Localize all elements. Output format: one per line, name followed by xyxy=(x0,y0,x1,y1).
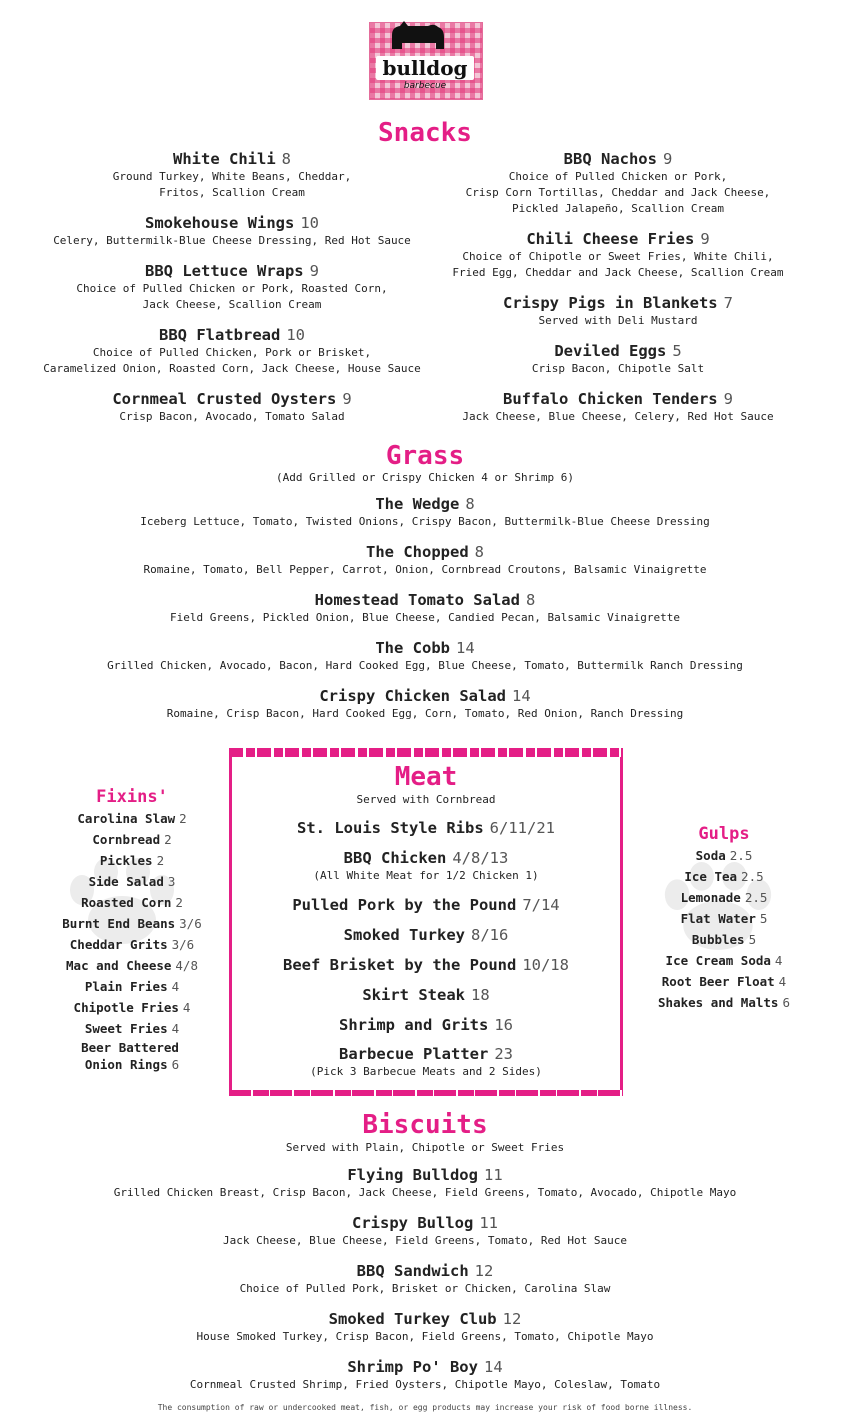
item-price: 9 xyxy=(309,262,319,280)
item-name: Shrimp and Grits xyxy=(339,1016,489,1034)
item-name: Lemonade xyxy=(680,890,741,905)
item-price: 2 xyxy=(175,895,183,910)
item-name: Cornbread xyxy=(92,832,161,847)
menu-item xyxy=(403,150,833,217)
list-item xyxy=(42,997,222,1018)
menu-item xyxy=(0,687,850,722)
item-name: BBQ Sandwich xyxy=(356,1262,469,1280)
item-price: 9 xyxy=(662,150,673,168)
list-item xyxy=(42,934,222,955)
item-name: St. Louis Style Ribs xyxy=(297,819,484,837)
item-price: 9 xyxy=(342,390,352,408)
item-description: Cornmeal Crusted Shrimp, Fried Oysters, Chipotle Mayo, Coleslaw, Tomato xyxy=(189,1378,661,1391)
item-price: 8 xyxy=(465,495,475,513)
item-price: 4 xyxy=(171,1021,180,1036)
menu-item xyxy=(229,1016,623,1035)
item-name: Bubbles xyxy=(691,932,745,947)
item-name: Cheddar Grits xyxy=(69,937,168,952)
list-item xyxy=(634,929,814,950)
item-price: 7/14 xyxy=(522,896,560,914)
item-description: Jack Cheese, Blue Cheese, Celery, Red Hot Sauce xyxy=(462,410,774,423)
item-price: 5 xyxy=(759,911,768,926)
item-price: 9 xyxy=(700,230,710,248)
item-price: 12 xyxy=(474,1262,494,1280)
item-price: 23 xyxy=(494,1045,513,1063)
item-name: BBQ Lettuce Wraps xyxy=(145,262,304,280)
item-price: 5 xyxy=(748,932,757,947)
item-description: Choice of Pulled Chicken or Pork, Roasted Corn, Jack Cheese, Scallion Cream xyxy=(76,282,388,311)
item-price: 3/6 xyxy=(179,916,202,931)
item-price: 10 xyxy=(300,214,319,232)
list-item xyxy=(42,871,222,892)
item-name: Carolina Slaw xyxy=(77,811,176,826)
list-item xyxy=(634,887,814,908)
item-name: Crispy Bullog xyxy=(352,1214,474,1232)
menu-item xyxy=(229,1045,623,1080)
item-name: Side Salad xyxy=(88,874,164,889)
item-name: Deviled Eggs xyxy=(554,342,667,360)
item-name: Soda xyxy=(695,848,726,863)
menu-item xyxy=(0,1310,850,1345)
item-description: Served with Deli Mustard xyxy=(538,314,698,327)
item-name: Cornmeal Crusted Oysters xyxy=(112,390,337,408)
menu-item xyxy=(403,294,833,329)
item-description: Celery, Buttermilk-Blue Cheese Dressing, Red Hot Sauce xyxy=(53,234,411,247)
item-name: Pulled Pork by the Pound xyxy=(292,896,517,914)
section-title-fixins: Fixins' xyxy=(96,787,168,807)
item-price: 4 xyxy=(171,979,180,994)
menu-item xyxy=(0,495,850,530)
item-name: BBQ Flatbread xyxy=(159,326,281,344)
item-name: Crispy Pigs in Blankets xyxy=(503,294,718,312)
item-name: Crispy Chicken Salad xyxy=(319,687,506,705)
item-name: BBQ Nachos xyxy=(563,150,657,168)
list-item xyxy=(42,976,222,997)
item-name: Chipotle Fries xyxy=(73,1000,179,1015)
item-price: 4 xyxy=(774,953,783,968)
item-price: 6 xyxy=(782,995,790,1010)
list-item xyxy=(634,992,814,1013)
item-name: Beer Battered xyxy=(81,1040,179,1055)
item-description: Choice of Pulled Chicken or Pork, Crisp Corn Tortillas, Cheddar and Jack Cheese, Pickled Jalapeño, Scallion Cream xyxy=(465,170,771,215)
item-description: Romaine, Tomato, Bell Pepper, Carrot, Onion, Cornbread Croutons, Balsamic Vinaigrette xyxy=(143,563,707,576)
list-item xyxy=(42,955,222,976)
item-name: Ice Tea xyxy=(684,869,738,884)
item-description: Ground Turkey, White Beans, Cheddar, Fritos, Scallion Cream xyxy=(112,170,352,199)
list-item xyxy=(42,913,222,934)
menu-item xyxy=(0,1262,850,1297)
item-name: Smokehouse Wings xyxy=(145,214,295,232)
item-price: 4/8/13 xyxy=(452,849,509,867)
item-description: Field Greens, Pickled Onion, Blue Cheese, Candied Pecan, Balsamic Vinaigrette xyxy=(170,611,680,624)
item-description: (Pick 3 Barbecue Meats and 2 Sides) xyxy=(310,1065,542,1078)
item-name: Beef Brisket by the Pound xyxy=(283,956,517,974)
item-price: 3 xyxy=(167,874,176,889)
item-name: Chili Cheese Fries xyxy=(526,230,695,248)
item-name: Burnt End Beans xyxy=(62,916,176,931)
menu-item xyxy=(229,896,623,915)
menu-item xyxy=(12,214,452,249)
item-description: Crisp Bacon, Chipotle Salt xyxy=(531,362,705,375)
food-safety-disclaimer: The consumption of raw or undercooked meat, fish, or egg products may increase your risk of food borne illness. xyxy=(157,1403,693,1412)
item-price: 8 xyxy=(474,543,484,561)
item-price: 4/8 xyxy=(175,958,198,973)
item-name: Skirt Steak xyxy=(362,986,465,1004)
item-price: 2.5 xyxy=(741,869,764,884)
menu-item xyxy=(0,1214,850,1249)
item-description: Grilled Chicken Breast, Crisp Bacon, Jack Cheese, Field Greens, Tomato, Avocado, Chipotle Mayo xyxy=(113,1186,737,1199)
list-item xyxy=(42,1039,222,1056)
menu-item xyxy=(229,819,623,838)
list-item xyxy=(634,845,814,866)
menu-item xyxy=(403,342,833,377)
section-title-gulps: Gulps xyxy=(698,824,750,844)
bulldog-logo xyxy=(369,22,483,100)
logo-wordmark: bulldog xyxy=(376,56,474,80)
item-price: 11 xyxy=(483,1166,503,1184)
bulldog-icon xyxy=(388,21,448,51)
item-name: Buffalo Chicken Tenders xyxy=(503,390,718,408)
item-price: 2 xyxy=(179,811,187,826)
item-price: 3/6 xyxy=(171,937,195,952)
item-name: White Chili xyxy=(173,150,276,168)
item-price: 11 xyxy=(479,1214,498,1232)
item-name: BBQ Chicken xyxy=(343,849,447,867)
item-description: (All White Meat for 1/2 Chicken 1) xyxy=(313,869,539,882)
list-item xyxy=(634,908,814,929)
menu-item xyxy=(12,326,452,377)
item-description: House Smoked Turkey, Crisp Bacon, Field Greens, Tomato, Chipotle Mayo xyxy=(196,1330,654,1343)
item-price: 10 xyxy=(286,326,305,344)
item-description: Choice of Pulled Chicken, Pork or Brisket, Caramelized Onion, Roasted Corn, Jack Cheese, House Sauce xyxy=(43,346,421,375)
item-price: 14 xyxy=(511,687,531,705)
menu-item xyxy=(229,956,623,975)
item-price: 8 xyxy=(525,591,536,609)
fixins-list xyxy=(42,808,222,1073)
list-item xyxy=(42,829,222,850)
menu-item xyxy=(403,390,833,425)
item-name: Pickles xyxy=(99,853,153,868)
item-name: Ice Cream Soda xyxy=(665,953,771,968)
item-price: 7 xyxy=(723,294,733,312)
menu-item xyxy=(229,986,623,1005)
menu-item xyxy=(229,849,623,884)
list-item xyxy=(42,850,222,871)
list-item xyxy=(42,808,222,829)
item-price: 8/16 xyxy=(471,926,509,944)
item-price: 2 xyxy=(156,853,165,868)
section-title-biscuits: Biscuits xyxy=(362,1110,488,1140)
item-price: 12 xyxy=(502,1310,522,1328)
item-price: 4 xyxy=(778,974,787,989)
item-price: 4 xyxy=(182,1000,191,1015)
item-name: The Chopped xyxy=(366,543,469,561)
gulps-list xyxy=(634,845,814,1013)
item-price: 6 xyxy=(171,1057,180,1072)
menu-item xyxy=(12,390,452,425)
list-item xyxy=(634,866,814,887)
item-price: 2.5 xyxy=(744,890,768,905)
item-name: Root Beer Float xyxy=(661,974,775,989)
menu-item xyxy=(403,230,833,281)
item-name: Sweet Fries xyxy=(84,1021,168,1036)
item-name: Flying Bulldog xyxy=(347,1166,478,1184)
item-name: Onion Rings xyxy=(84,1057,168,1072)
item-description: Grilled Chicken, Avocado, Bacon, Hard Cooked Egg, Blue Cheese, Tomato, Buttermilk Ranch Dressing xyxy=(107,659,743,672)
item-price: 5 xyxy=(672,342,682,360)
item-name: Plain Fries xyxy=(84,979,168,994)
item-name: Roasted Corn xyxy=(81,895,172,910)
section-title-grass: Grass xyxy=(385,441,465,471)
item-price: 16 xyxy=(494,1016,513,1034)
item-name: Mac and Cheese xyxy=(66,958,172,973)
item-description: Iceberg Lettuce, Tomato, Twisted Onions, Crispy Bacon, Buttermilk-Blue Cheese Dressing xyxy=(140,515,710,528)
list-item xyxy=(634,950,814,971)
menu-item xyxy=(12,262,452,313)
menu-item xyxy=(0,639,850,674)
item-price: 18 xyxy=(470,986,490,1004)
menu-item xyxy=(0,1166,850,1201)
item-name: Shrimp Po' Boy xyxy=(347,1358,478,1376)
list-item xyxy=(42,1056,222,1073)
item-description: Choice of Pulled Pork, Brisket or Chicken, Carolina Slaw xyxy=(239,1282,611,1295)
item-name: Flat Water xyxy=(680,911,756,926)
item-price: 6/11/21 xyxy=(489,819,555,837)
section-title-snacks: Snacks xyxy=(378,118,472,148)
item-price: 9 xyxy=(723,390,733,408)
logo-subtitle: barbecue xyxy=(403,81,447,91)
menu-item xyxy=(0,1358,850,1393)
list-item xyxy=(634,971,814,992)
item-name: Shakes and Malts xyxy=(658,995,779,1010)
item-price: 8 xyxy=(281,150,291,168)
item-description: Romaine, Crisp Bacon, Hard Cooked Egg, Corn, Tomato, Red Onion, Ranch Dressing xyxy=(166,707,684,720)
item-name: Smoked Turkey Club xyxy=(328,1310,497,1328)
item-name: Smoked Turkey xyxy=(343,926,465,944)
item-price: 14 xyxy=(455,639,475,657)
item-description: Choice of Chipotle or Sweet Fries, White Chili, Fried Egg, Cheddar and Jack Cheese, Scallion Cream xyxy=(452,250,784,279)
menu-item xyxy=(229,926,623,945)
grass-note: (Add Grilled or Crispy Chicken 4 or Shrimp 6) xyxy=(275,471,574,484)
item-name: The Cobb xyxy=(375,639,450,657)
item-price: 10/18 xyxy=(522,956,569,974)
biscuits-note: Served with Plain, Chipotle or Sweet Fries xyxy=(285,1141,565,1154)
item-name: Barbecue Platter xyxy=(339,1045,489,1063)
item-price: 14 xyxy=(483,1358,503,1376)
list-item xyxy=(42,1018,222,1039)
item-description: Crisp Bacon, Avocado, Tomato Salad xyxy=(119,410,345,423)
meat-note: Served with Cornbread xyxy=(356,793,496,806)
section-title-meat: Meat xyxy=(394,762,458,792)
item-price: 2.5 xyxy=(729,848,753,863)
list-item xyxy=(42,892,222,913)
item-price: 2 xyxy=(164,832,172,847)
item-description: Jack Cheese, Blue Cheese, Field Greens, Tomato, Red Hot Sauce xyxy=(223,1234,627,1247)
menu-item xyxy=(0,591,850,626)
menu-item xyxy=(0,543,850,578)
menu-item xyxy=(12,150,452,201)
item-name: Homestead Tomato Salad xyxy=(314,591,520,609)
item-name: The Wedge xyxy=(375,495,460,513)
